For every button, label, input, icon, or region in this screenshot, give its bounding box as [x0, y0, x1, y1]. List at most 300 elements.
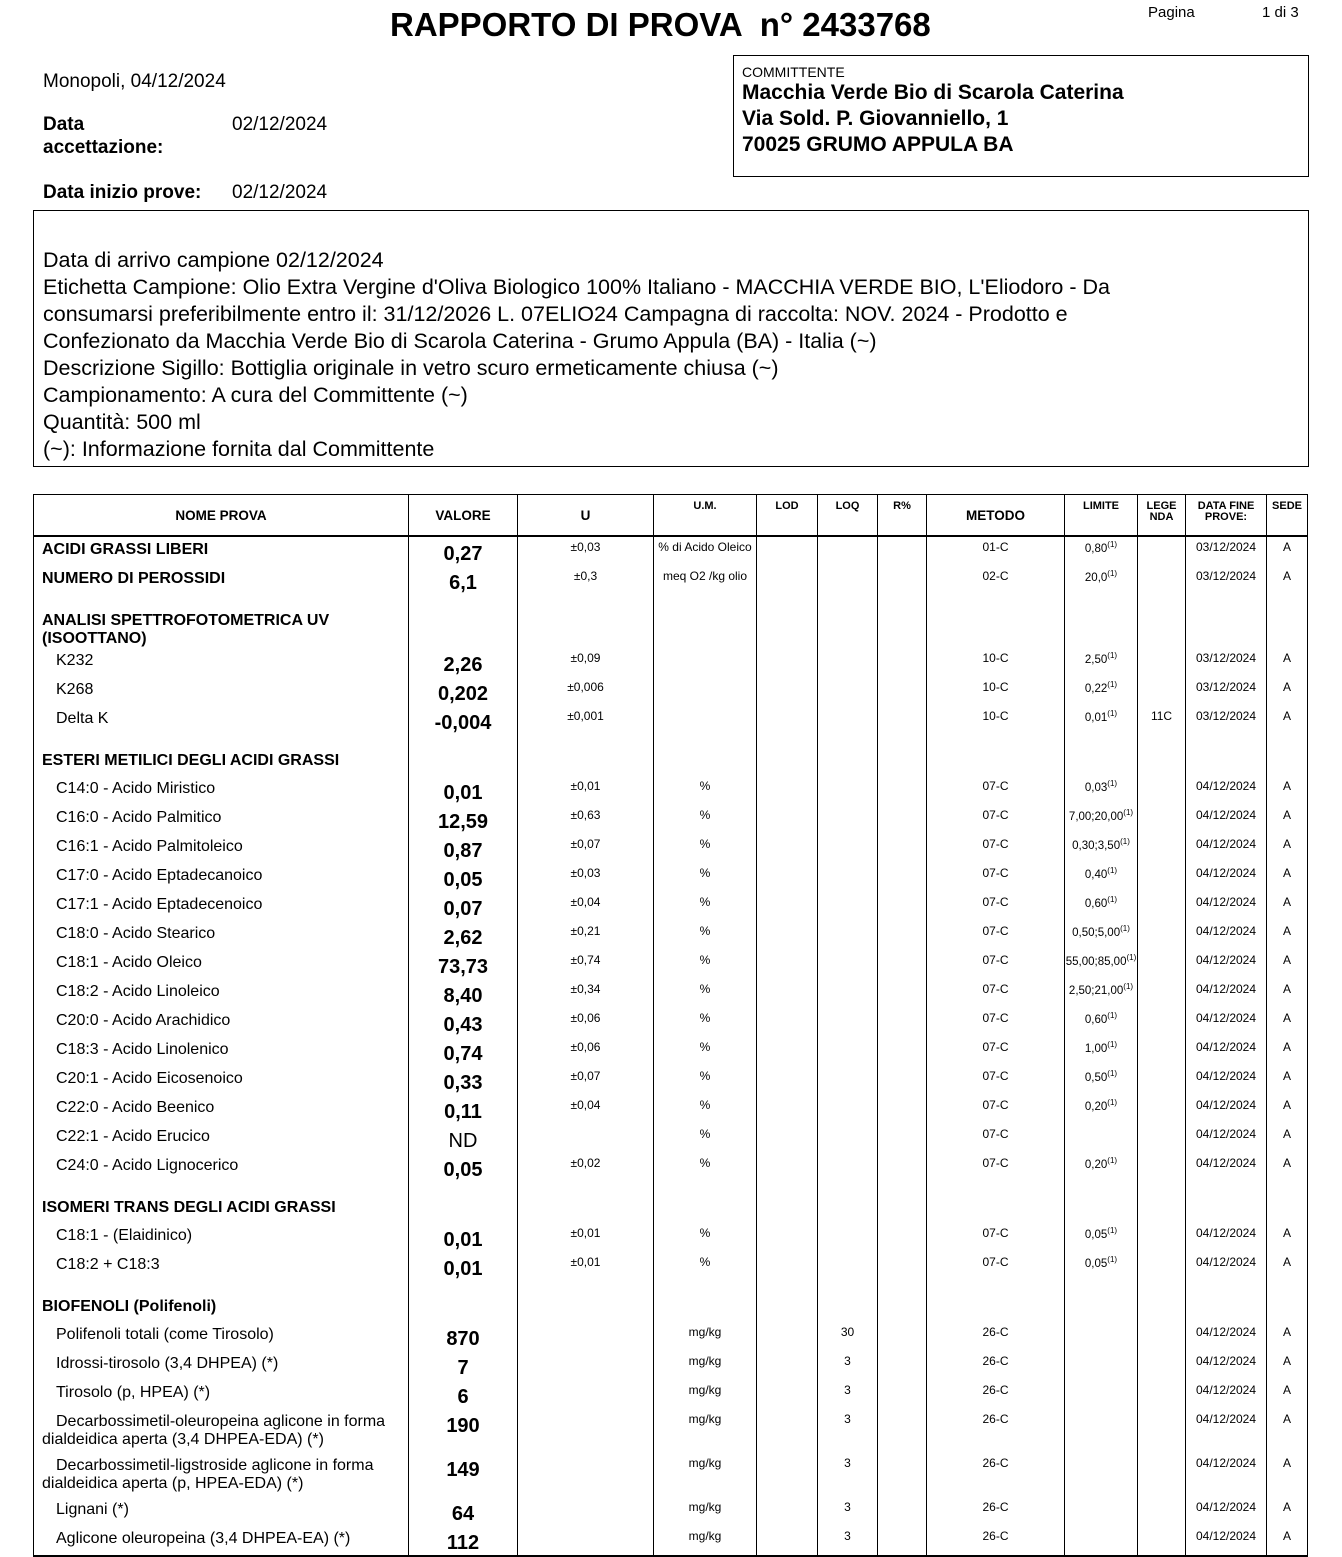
end-date: 03/12/2024 — [1186, 566, 1267, 595]
legend — [1138, 677, 1186, 706]
method: 07-C — [927, 1223, 1065, 1252]
col-nome-prova: NOME PROVA — [34, 495, 409, 537]
table-row — [34, 1095, 1308, 1124]
empty-cell — [878, 609, 927, 648]
end-date: 04/12/2024 — [1186, 1066, 1267, 1095]
legend — [1138, 979, 1186, 1008]
limit-note: (1) — [1107, 1226, 1118, 1235]
limit-note: (1) — [1120, 924, 1130, 933]
loq — [818, 863, 878, 892]
end-date: 04/12/2024 — [1186, 1526, 1267, 1556]
site: A — [1267, 805, 1308, 834]
test-value: 73,73 — [409, 950, 518, 979]
limit-value: 20,0 — [1084, 571, 1108, 584]
test-name-text: C18:1 - (Elaidinico) — [56, 1227, 193, 1244]
loq — [818, 1124, 878, 1153]
unit: meq O2 /kg olio — [654, 566, 757, 595]
empty-cell — [1138, 609, 1186, 648]
empty-cell — [409, 749, 518, 776]
table-body — [34, 536, 1308, 1556]
loq — [818, 1153, 878, 1182]
empty-cell — [757, 1295, 818, 1322]
empty-cell — [1065, 1281, 1138, 1295]
site: A — [1267, 950, 1308, 979]
table-row — [34, 1351, 1308, 1380]
end-date: 03/12/2024 — [1186, 648, 1267, 677]
loq: 3 — [818, 1497, 878, 1526]
limit — [1065, 536, 1138, 566]
site: A — [1267, 979, 1308, 1008]
client-name: Macchia Verde Bio di Scarola Caterina — [742, 81, 1124, 104]
empty-cell — [927, 749, 1065, 776]
method: 10-C — [927, 706, 1065, 735]
site: A — [1267, 1526, 1308, 1556]
unit: % di Acido Oleico — [654, 536, 757, 566]
legend — [1138, 1095, 1186, 1124]
loq — [818, 677, 878, 706]
test-name — [34, 1409, 409, 1453]
end-date: 04/12/2024 — [1186, 979, 1267, 1008]
results-table — [33, 494, 1308, 1557]
empty-cell — [757, 1182, 818, 1196]
col-u: U — [518, 495, 654, 537]
limit — [1065, 1037, 1138, 1066]
test-name-text: NUMERO DI PEROSSIDI — [42, 570, 226, 587]
recovery — [878, 950, 927, 979]
end-date: 04/12/2024 — [1186, 1223, 1267, 1252]
loq — [818, 1037, 878, 1066]
limit — [1065, 805, 1138, 834]
limit-note: (1) — [1107, 1156, 1118, 1165]
uncertainty: ±0,001 — [518, 706, 654, 735]
site: A — [1267, 1066, 1308, 1095]
site: A — [1267, 834, 1308, 863]
table-row — [34, 805, 1308, 834]
limit-note: (1) — [1126, 953, 1137, 962]
limit — [1065, 566, 1138, 595]
empty-cell — [1065, 749, 1138, 776]
legend — [1138, 863, 1186, 892]
sample-info-line: Quantità: 500 ml — [43, 410, 201, 434]
uncertainty: ±0,63 — [518, 805, 654, 834]
empty-cell — [1267, 735, 1308, 749]
method: 07-C — [927, 950, 1065, 979]
acceptance-date-label-1: Data — [43, 114, 85, 135]
method: 07-C — [927, 1066, 1065, 1095]
test-name-text: ACIDI GRASSI LIBERI — [42, 541, 209, 558]
limit — [1065, 892, 1138, 921]
recovery — [878, 863, 927, 892]
limit-note: (1) — [1120, 837, 1130, 846]
page-label: Pagina — [1148, 4, 1195, 21]
end-date: 04/12/2024 — [1186, 1380, 1267, 1409]
end-date: 04/12/2024 — [1186, 1252, 1267, 1281]
empty-cell — [878, 749, 927, 776]
table-row — [34, 863, 1308, 892]
start-date-label: Data inizio prove: — [43, 182, 202, 203]
loq: 3 — [818, 1453, 878, 1497]
test-name-text: C17:0 - Acido Eptadecanoico — [56, 867, 263, 884]
uncertainty: ±0,03 — [518, 536, 654, 566]
test-value: 0,43 — [409, 1008, 518, 1037]
loq — [818, 1252, 878, 1281]
page-number: 1 di 3 — [1262, 4, 1299, 21]
end-date: 04/12/2024 — [1186, 805, 1267, 834]
lod — [757, 921, 818, 950]
place-date: Monopoli, 04/12/2024 — [43, 71, 226, 92]
test-name — [34, 1526, 409, 1556]
limit — [1065, 1497, 1138, 1526]
limit-value: 0,60 — [1084, 1013, 1108, 1026]
end-date: 04/12/2024 — [1186, 1095, 1267, 1124]
site: A — [1267, 536, 1308, 566]
unit: % — [654, 1124, 757, 1153]
limit-note: (1) — [1107, 1040, 1118, 1049]
limit — [1065, 863, 1138, 892]
section-row — [34, 1196, 1308, 1223]
site: A — [1267, 1453, 1308, 1497]
empty-cell — [927, 1281, 1065, 1295]
empty-cell — [1186, 609, 1267, 648]
sample-info-line: consumarsi preferibilmente entro il: 31/12/2026 L. 07ELIO24 Campagna di raccolta: NOV. 2024 - Prodotto e — [43, 302, 1068, 326]
end-date: 04/12/2024 — [1186, 1409, 1267, 1453]
limit-note: (1) — [1107, 540, 1118, 549]
test-name — [34, 1037, 409, 1066]
test-name — [34, 1380, 409, 1409]
empty-cell — [878, 1281, 927, 1295]
loq — [818, 706, 878, 735]
empty-cell — [654, 1281, 757, 1295]
lod — [757, 536, 818, 566]
empty-cell — [818, 609, 878, 648]
limit-note: (1) — [1107, 651, 1118, 660]
empty-cell — [518, 749, 654, 776]
end-date: 03/12/2024 — [1186, 677, 1267, 706]
legend — [1138, 536, 1186, 566]
lod — [757, 834, 818, 863]
limit-value: 0,20 — [1084, 1100, 1108, 1113]
empty-cell — [409, 1295, 518, 1322]
unit: % — [654, 1153, 757, 1182]
empty-cell — [34, 735, 409, 749]
empty-cell — [34, 595, 409, 609]
empty-cell — [818, 749, 878, 776]
method: 26-C — [927, 1322, 1065, 1351]
empty-cell — [878, 1182, 927, 1196]
empty-cell — [757, 1196, 818, 1223]
empty-cell — [1267, 749, 1308, 776]
recovery — [878, 921, 927, 950]
empty-cell — [1186, 735, 1267, 749]
legend — [1138, 892, 1186, 921]
limit-note: (1) — [1107, 895, 1118, 904]
uncertainty: ±0,04 — [518, 892, 654, 921]
uncertainty: ±0,01 — [518, 776, 654, 805]
col-data-fine: DATA FINE PROVE: — [1186, 495, 1267, 537]
empty-cell — [878, 735, 927, 749]
table-row — [34, 950, 1308, 979]
col-legenda: LEGE NDA — [1138, 495, 1186, 537]
unit: mg/kg — [654, 1526, 757, 1556]
uncertainty — [518, 1409, 654, 1453]
test-value: 0,202 — [409, 677, 518, 706]
limit — [1065, 706, 1138, 735]
empty-cell — [1138, 735, 1186, 749]
loq — [818, 1008, 878, 1037]
empty-cell — [1267, 1281, 1308, 1295]
unit: % — [654, 979, 757, 1008]
empty-cell — [1065, 595, 1138, 609]
empty-cell — [757, 749, 818, 776]
lod — [757, 1526, 818, 1556]
loq — [818, 1223, 878, 1252]
recovery — [878, 1223, 927, 1252]
method: 26-C — [927, 1497, 1065, 1526]
empty-cell — [818, 1196, 878, 1223]
loq — [818, 648, 878, 677]
limit-value: 2,50;21,00 — [1068, 984, 1124, 997]
lod — [757, 1497, 818, 1526]
uncertainty: ±0,07 — [518, 834, 654, 863]
uncertainty: ±0,006 — [518, 677, 654, 706]
empty-cell — [1065, 1182, 1138, 1196]
end-date: 04/12/2024 — [1186, 863, 1267, 892]
site: A — [1267, 1124, 1308, 1153]
unit: % — [654, 805, 757, 834]
test-value: 2,62 — [409, 921, 518, 950]
end-date: 04/12/2024 — [1186, 1153, 1267, 1182]
empty-cell — [757, 735, 818, 749]
lod — [757, 1223, 818, 1252]
recovery — [878, 1066, 927, 1095]
test-name-text: Decarbossimetil-ligstroside aglicone in forma — [56, 1457, 374, 1474]
legend — [1138, 1380, 1186, 1409]
loq: 3 — [818, 1351, 878, 1380]
unit: mg/kg — [654, 1351, 757, 1380]
limit-note: (1) — [1107, 709, 1118, 718]
client-city: 70025 GRUMO APPULA BA — [742, 133, 1014, 156]
empty-cell — [1138, 1182, 1186, 1196]
legend — [1138, 805, 1186, 834]
loq — [818, 1095, 878, 1124]
unit — [654, 677, 757, 706]
limit-value: 0,05 — [1084, 1257, 1108, 1270]
test-name — [34, 805, 409, 834]
empty-cell — [1065, 1196, 1138, 1223]
loq — [818, 950, 878, 979]
unit: % — [654, 1008, 757, 1037]
empty-cell — [757, 609, 818, 648]
empty-cell — [409, 1281, 518, 1295]
table-row — [34, 648, 1308, 677]
lod — [757, 863, 818, 892]
limit — [1065, 979, 1138, 1008]
recovery — [878, 1008, 927, 1037]
method: 10-C — [927, 677, 1065, 706]
unit: % — [654, 921, 757, 950]
empty-cell — [518, 1196, 654, 1223]
test-name-text: C16:0 - Acido Palmitico — [56, 809, 222, 826]
limit-value: 0,22 — [1084, 682, 1108, 695]
empty-cell — [818, 735, 878, 749]
site: A — [1267, 776, 1308, 805]
table-row — [34, 979, 1308, 1008]
legend — [1138, 1008, 1186, 1037]
unit: % — [654, 1037, 757, 1066]
test-name — [34, 863, 409, 892]
recovery — [878, 1380, 927, 1409]
legend — [1138, 1153, 1186, 1182]
site: A — [1267, 566, 1308, 595]
limit — [1065, 1066, 1138, 1095]
lod — [757, 1409, 818, 1453]
legend — [1138, 834, 1186, 863]
method: 26-C — [927, 1380, 1065, 1409]
lod — [757, 677, 818, 706]
method: 07-C — [927, 1095, 1065, 1124]
section-row — [34, 609, 1308, 648]
method: 07-C — [927, 892, 1065, 921]
recovery — [878, 677, 927, 706]
legend — [1138, 1124, 1186, 1153]
table-row — [34, 1453, 1308, 1497]
lod — [757, 805, 818, 834]
legend — [1138, 776, 1186, 805]
test-name-text: C20:0 - Acido Arachidico — [56, 1012, 231, 1029]
sample-info-line: Campionamento: A cura del Committente (~) — [43, 383, 468, 407]
method: 07-C — [927, 805, 1065, 834]
legend — [1138, 1526, 1186, 1556]
lod — [757, 1124, 818, 1153]
empty-cell — [1138, 1196, 1186, 1223]
limit-value: 0,50 — [1084, 1071, 1108, 1084]
test-name-text: Aglicone oleuropeina (3,4 DHPEA-EA) (*) — [56, 1530, 351, 1547]
unit: % — [654, 1095, 757, 1124]
limit-note: (1) — [1107, 1069, 1118, 1078]
loq — [818, 776, 878, 805]
legend — [1138, 950, 1186, 979]
table-row — [34, 677, 1308, 706]
table-row — [34, 1380, 1308, 1409]
limit — [1065, 776, 1138, 805]
limit — [1065, 921, 1138, 950]
test-name-text: C18:3 - Acido Linolenico — [56, 1041, 229, 1058]
test-name-text: C18:0 - Acido Stearico — [56, 925, 216, 942]
table-row — [34, 1008, 1308, 1037]
uncertainty: ±0,02 — [518, 1153, 654, 1182]
uncertainty: ±0,07 — [518, 1066, 654, 1095]
empty-cell — [1267, 1196, 1308, 1223]
method: 07-C — [927, 863, 1065, 892]
empty-cell — [518, 735, 654, 749]
end-date: 04/12/2024 — [1186, 950, 1267, 979]
test-name-text: Polifenoli totali (come Tirosolo) — [56, 1326, 274, 1343]
test-name — [34, 1066, 409, 1095]
loq: 3 — [818, 1526, 878, 1556]
recovery — [878, 1497, 927, 1526]
table-row — [34, 566, 1308, 595]
site: A — [1267, 706, 1308, 735]
test-name — [34, 1252, 409, 1281]
empty-cell — [878, 1295, 927, 1322]
section-row — [34, 749, 1308, 776]
test-value: 112 — [409, 1526, 518, 1556]
empty-cell — [1186, 1295, 1267, 1322]
test-value: 190 — [409, 1409, 518, 1453]
site: A — [1267, 648, 1308, 677]
loq — [818, 892, 878, 921]
method: 07-C — [927, 1153, 1065, 1182]
site: A — [1267, 921, 1308, 950]
recovery — [878, 706, 927, 735]
limit-note: (1) — [1123, 982, 1134, 991]
table-row — [34, 776, 1308, 805]
table-row — [34, 536, 1308, 566]
empty-cell — [409, 735, 518, 749]
test-value: 0,01 — [409, 776, 518, 805]
unit: % — [654, 863, 757, 892]
loq — [818, 536, 878, 566]
table-header-row — [34, 495, 1308, 537]
test-name-text: C14:0 - Acido Miristico — [56, 780, 216, 797]
col-metodo: METODO — [927, 495, 1065, 537]
test-name — [34, 1351, 409, 1380]
limit-value: 0,60 — [1084, 897, 1108, 910]
table-spacer-row — [34, 1281, 1308, 1295]
test-name — [34, 677, 409, 706]
uncertainty: ±0,01 — [518, 1252, 654, 1281]
limit — [1065, 1252, 1138, 1281]
limit-value: 0,01 — [1084, 711, 1108, 724]
test-name-text: K232 — [56, 652, 94, 669]
test-value: 2,26 — [409, 648, 518, 677]
limit-value: 0,50;5,00 — [1072, 926, 1121, 939]
lod — [757, 1453, 818, 1497]
section-title: ESTERI METILICI DEGLI ACIDI GRASSI — [34, 749, 409, 776]
site: A — [1267, 1095, 1308, 1124]
client-box — [733, 55, 1309, 177]
empty-cell — [1138, 1295, 1186, 1322]
test-name-text: C18:1 - Acido Oleico — [56, 954, 202, 971]
test-value: 0,07 — [409, 892, 518, 921]
empty-cell — [878, 1196, 927, 1223]
empty-cell — [1065, 1295, 1138, 1322]
site: A — [1267, 1252, 1308, 1281]
legend — [1138, 648, 1186, 677]
legend — [1138, 566, 1186, 595]
method: 07-C — [927, 1037, 1065, 1066]
empty-cell — [518, 1295, 654, 1322]
empty-cell — [1065, 609, 1138, 648]
sample-info-line: Descrizione Sigillo: Bottiglia originale in vetro scuro ermeticamente chiusa (~) — [43, 356, 779, 380]
empty-cell — [654, 749, 757, 776]
site: A — [1267, 892, 1308, 921]
uncertainty: ±0,01 — [518, 1223, 654, 1252]
method: 07-C — [927, 776, 1065, 805]
site: A — [1267, 1223, 1308, 1252]
empty-cell — [878, 595, 927, 609]
table-row — [34, 1497, 1308, 1526]
empty-cell — [518, 609, 654, 648]
results-table-wrap — [33, 494, 1307, 1554]
test-name-text: Idrossi-tirosolo (3,4 DHPEA) (*) — [56, 1355, 279, 1372]
table-row — [34, 892, 1308, 921]
test-name-text: C17:1 - Acido Eptadecenoico — [56, 896, 263, 913]
client-label: COMMITTENTE — [742, 64, 845, 80]
table-spacer-row — [34, 1182, 1308, 1196]
test-name — [34, 536, 409, 566]
uncertainty: ±0,04 — [518, 1095, 654, 1124]
